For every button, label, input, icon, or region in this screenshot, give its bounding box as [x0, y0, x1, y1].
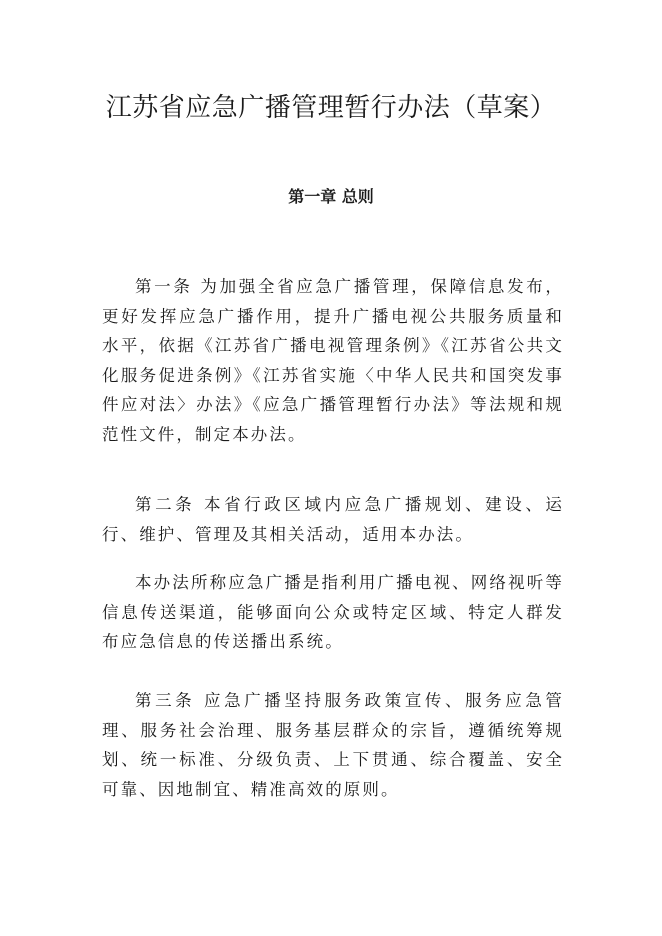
- chapter-heading: 第一章 总则: [288, 187, 374, 206]
- document-title: 江苏省应急广播管理暂行办法（草案）: [105, 93, 557, 123]
- article-1-paragraph: 第一条 为加强全省应急广播管理，保障信息发布，更好发挥应急广播作用，提升广播电视公共服务质量和水平，依据《江苏省广播电视管理条例》《江苏省公共文化服务促进条例》《江苏省实施〈中华人民共和国突发事件应对法〉办法》《应急广播管理暂行办法》等法规和规范性文件，制定本办法。: [102, 277, 564, 444]
- article-2-definition-paragraph: 本办法所称应急广播是指利用广播电视、网络视听等信息传送渠道，能够面向公众或特定区域、特定人群发布应急信息的传送播出系统。: [102, 573, 564, 651]
- article-3-paragraph: 第三条 应急广播坚持服务政策宣传、服务应急管理、服务社会治理、服务基层群众的宗旨，遵循统筹规划、统一标准、分级负责、上下贯通、综合覆盖、安全可靠、因地制宜、精准高效的原则。: [102, 691, 564, 799]
- article-2-paragraph: 第二条 本省行政区域内应急广播规划、建设、运行、维护、管理及其相关活动，适用本办法。: [102, 495, 564, 544]
